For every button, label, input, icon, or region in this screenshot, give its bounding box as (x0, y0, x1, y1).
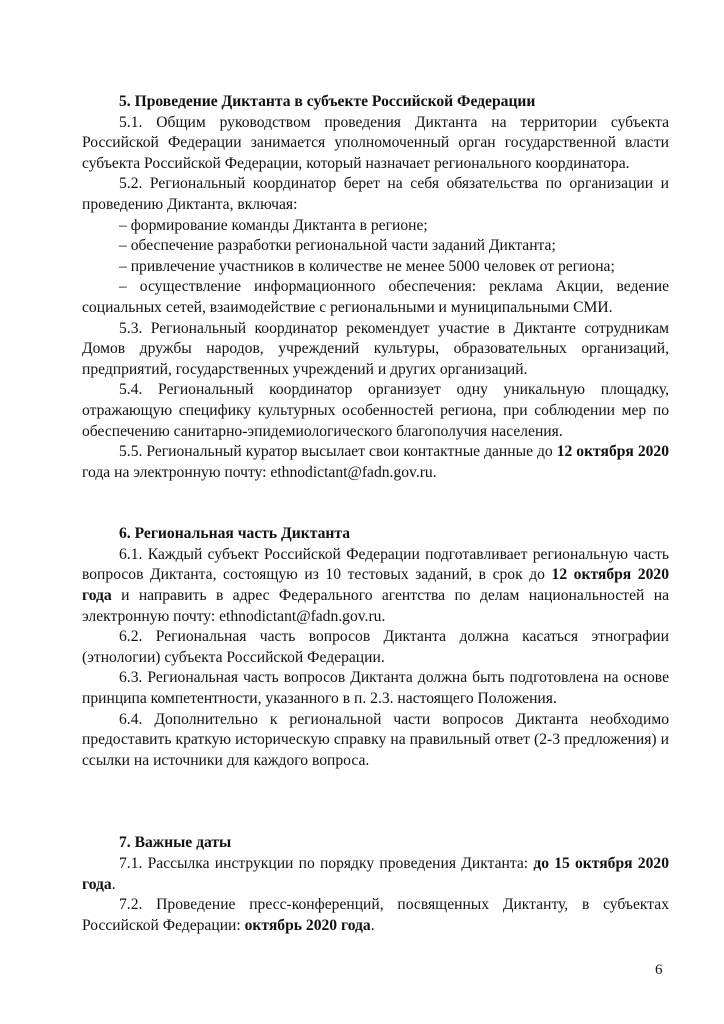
paragraph-7-1 (82, 854, 669, 895)
deadline-date: 12 октября 2020 (556, 443, 670, 461)
paragraph-6-2: 6.2. Региональная часть вопросов Диктанта должна касаться этнографии (этнологии) субъекта Российской Федерации. (82, 628, 669, 666)
list-item: – обеспечение разработки региональной части заданий Диктанта; (119, 237, 556, 255)
section-spacer (82, 771, 669, 833)
paragraph-7-2-text-end: . (370, 916, 375, 934)
paragraph-6-1-text-end: и направить в адрес Федерального агентства по делам национальностей на электронную почту: ethnodictant@fadn.gov.ru. (82, 587, 669, 625)
paragraph-7-2-text: 7.2. Проведение пресс-конференций, посвященных Диктанту, в субъектах Российской Федерации: (82, 896, 669, 934)
paragraph-6-4: 6.4. Дополнительно к региональной части вопросов Диктанта необходимо предоставить краткую историческую справку на правильный ответ (2-3 предложения) и ссылки на источники для каждого вопроса. (82, 710, 669, 769)
paragraph-6-1 (82, 545, 669, 627)
paragraph-5-4: 5.4. Региональный координатор организует одну уникальную площадку, отражающую специфику культурных особенностей региона, при соблюдении мер по обеспечению санитарно-эпидемиологического благополучия населения. (82, 381, 669, 440)
deadline-date: до 15 октября 2020 года (82, 855, 669, 893)
paragraph-5-5-text-end: года на электронную почту: ethnodictant@fadn.gov.ru. (82, 463, 437, 481)
paragraph-5-1: 5.1. Общим руководством проведения Диктанта на территории субъекта Российской Федерации занимается уполномоченный орган государственной власти субъекта Российской Федерации, который назначает регионального координатора. (82, 113, 669, 172)
section-5-heading: 5. Проведение Диктанта в субъекте Российской Федерации (119, 93, 536, 110)
paragraph-6-3: 6.3. Региональная часть вопросов Диктанта должна быть подготовлена на основе принципа компетентности, указанного в п. 2.3. настоящего Положения. (82, 669, 669, 708)
list-item: – осуществление информационного обеспечения: реклама Акции, ведение социальных сетей, взаимодействие с региональными и муниципальными СМИ. (82, 278, 669, 316)
document-body (82, 92, 669, 936)
paragraph-5-2: 5.2. Региональный координатор берет на себя обязательства по организации и проведению Диктанта, включая: (82, 175, 669, 213)
paragraph-5-5-text: 5.5. Региональный куратор высылает свои контактные данные до (119, 443, 557, 461)
page-number: 6 (655, 962, 663, 978)
list-item: – формирование команды Диктанта в регионе; (119, 216, 428, 234)
section-7-heading: 7. Важные даты (119, 834, 232, 852)
section-7 (82, 833, 669, 936)
paragraph-6-1-text: 6.1. Каждый субъект Российской Федерации подготавливает региональную часть вопросов Диктанта, состоящую из 10 тестовых заданий, в срок до (82, 545, 669, 584)
paragraph-5-3: 5.3. Региональный координатор рекомендует участие в Диктанте сотрудникам Домов дружбы народов, учреждений культуры, образовательных организаций, предприятий, государственных учреждений и других организаций. (82, 319, 669, 378)
deadline-date: 12 октября 2020 года (82, 566, 669, 605)
section-6 (82, 524, 669, 771)
paragraph-5-5 (82, 442, 669, 483)
paragraph-7-1-text: 7.1. Рассылка инструкции по порядку проведения Диктанта: (119, 855, 534, 872)
paragraph-7-1-text-end: . (111, 875, 116, 893)
paragraph-7-2 (82, 895, 669, 936)
section-spacer (82, 483, 669, 524)
event-date: октябрь 2020 года (244, 916, 371, 934)
list-item: – привлечение участников в количестве не менее 5000 человек от региона; (119, 257, 615, 275)
section-5 (82, 92, 669, 483)
section-6-heading: 6. Региональная часть Диктанта (119, 525, 351, 543)
